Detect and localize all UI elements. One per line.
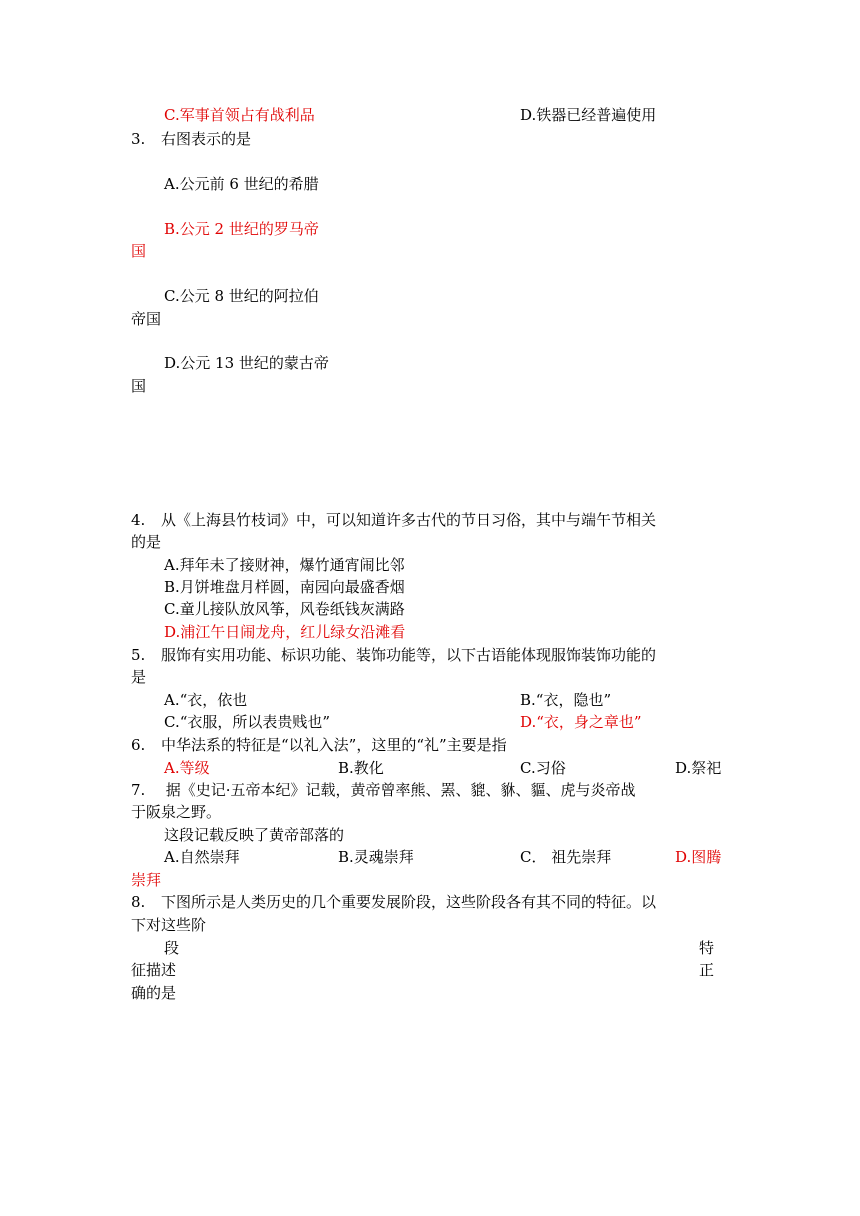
q7-option-b: B.灵魂崇拜	[338, 848, 414, 866]
q8-stem-line1	[131, 892, 656, 912]
q4-number: 4.	[131, 511, 146, 529]
q6-option-b: B.教化	[338, 759, 384, 777]
q8-stem-line4-left: 征描述	[131, 961, 177, 979]
q7-stem-line2: 于阪泉之野。	[131, 803, 222, 821]
q5-option-a: A.“衣，依也	[164, 691, 248, 709]
q3-option-d-line2: 国	[131, 377, 147, 395]
q2-option-c: C.军事首领占有战利品	[164, 106, 315, 124]
q6-option-c: C.习俗	[520, 759, 566, 777]
q6-option-d: D.祭祀	[675, 759, 722, 777]
q8-number: 8.	[131, 893, 146, 911]
q7-number: 7.	[131, 781, 146, 799]
q8-stem-line2: 下对这些阶	[131, 916, 207, 934]
q4-option-c: C.童儿接队放风筝，风卷纸钱灰满路	[164, 600, 405, 618]
q4-option-b: B.月饼堆盘月样圆，南园向最盛香烟	[164, 578, 405, 596]
q5-number: 5.	[131, 646, 146, 664]
q7-option-d-line2: 崇拜	[131, 871, 162, 889]
q5-option-c: C.“衣服，所以表贵贱也”	[164, 713, 331, 731]
q5-stem-line2: 是	[131, 668, 147, 686]
q3-option-c-line1: C.公元 8 世纪的阿拉伯	[164, 287, 319, 305]
q6-stem-text: 中华法系的特征是“以礼入法”，这里的“礼”主要是指	[161, 736, 507, 754]
q3-number: 3.	[131, 130, 146, 148]
q4-stem-line1	[131, 510, 656, 530]
q3-stem-text: 右图表示的是	[161, 130, 252, 148]
q8-stem-line3-left: 段	[164, 939, 180, 957]
q4-stem-text: 从《上海县竹枝词》中，可以知道许多古代的节日习俗，其中与端午节相关	[161, 511, 657, 529]
q7-stem-line3: 这段记载反映了黄帝部落的	[164, 826, 345, 844]
q7-option-a: A.自然崇拜	[164, 848, 240, 866]
q4-option-a: A.拜年未了接财神，爆竹通宵闹比邻	[164, 556, 405, 574]
q2-option-d: D.铁器已经普遍使用	[520, 106, 657, 124]
q5-option-b: B.“衣，隐也”	[520, 691, 612, 709]
q5-option-d: D.“衣，身之章也”	[520, 713, 642, 731]
q3-stem	[131, 129, 251, 149]
q6-option-a: A.等级	[164, 759, 210, 777]
q3-option-c-line2: 帝国	[131, 310, 162, 328]
q4-stem-line2: 的是	[131, 533, 162, 551]
q8-stem-line3-right: 特	[699, 939, 715, 957]
q4-option-d: D.浦江午日闹龙舟，红儿绿女沿滩看	[164, 623, 406, 641]
q7-option-d-line1: D.图腾	[675, 848, 722, 866]
q8-stem-text: 下图所示是人类历史的几个重要发展阶段，这些阶段各有其不同的特征。以	[161, 893, 657, 911]
q6-number: 6.	[131, 736, 146, 754]
q5-stem-line1	[131, 645, 656, 665]
q5-stem-text: 服饰有实用功能、标识功能、装饰功能等，以下古语能体现服饰装饰功能的	[161, 646, 657, 664]
q6-stem	[131, 735, 507, 755]
q8-stem-line4-right: 正	[699, 961, 715, 979]
q7-option-c: C． 祖先崇拜	[520, 848, 612, 866]
q3-option-b-line2: 国	[131, 242, 147, 260]
q3-option-d-line1: D.公元 13 世纪的蒙古帝	[164, 354, 329, 372]
q7-stem-line1	[131, 780, 636, 800]
q3-option-b-line1: B.公元 2 世纪的罗马帝	[164, 220, 319, 238]
q3-option-a: A.公元前 6 世纪的希腊	[164, 175, 319, 193]
q8-stem-line5: 确的是	[131, 984, 177, 1002]
q7-stem-text: 据《史记·五帝本纪》记载，黄帝曾率熊、罴、貔、貅、貙、虎与炎帝战	[161, 781, 636, 799]
